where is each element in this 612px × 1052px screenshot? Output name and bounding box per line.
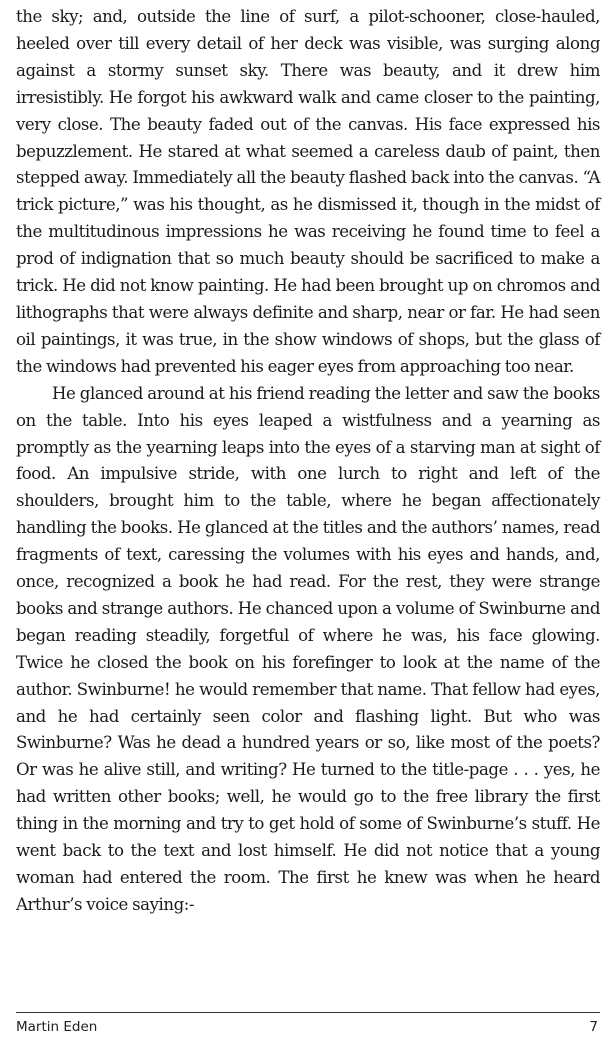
body-text: [16, 4, 600, 919]
footer-divider: [16, 1012, 600, 1013]
running-footer-title: Martin Eden: [16, 1019, 98, 1035]
paragraph-continued: the sky; and, outside the line of surf, a pilot-schooner, close-hauled, heeled over till every detail of her deck was visible, was surging along against a stormy sunset sky. There was beauty, and it drew him irresistibly. He forgot his awkward walk and came closer to the painting, very close. The beauty faded out of the canvas. His face expressed his bepuzzlement. He stared at what seemed a careless daub of paint, then stepped away. Immediately all the beauty flashed back into the canvas. “A trick picture,” was his thought, as he dismissed it, though in the midst of the multitudinous impressions he was receiving he found time to feel a prod of indignation that so much beauty should be sacrificed to make a trick. He did not know painting. He had been brought up on chromos and lithographs that were always definite and sharp, near or far. He had seen oil paintings, it was true, in the show windows of shops, but the glass of the windows had prevented his eager eyes from approaching too near.: [16, 7, 600, 376]
paragraph: He glanced around at his friend reading the letter and saw the books on the table. Into his eyes leaped a wistfulness and a yearning as promptly as the yearning leaps into the eyes of a starving man at sight of food. An impulsive stride, with one lurch to right and left of the shoulders, brought him to the table, where he began affectionately handling the books. He glanced at the titles and the authors’ names, read fragments of text, caressing the volumes with his eyes and hands, and, once, recognized a book he had read. For the rest, they were strange books and strange authors. He chanced upon a volume of Swinburne and began reading steadily, forgetful of where he was, his face glowing. Twice he closed the book on his forefinger to look at the name of the author. Swinburne! he would remember that name. That fellow had eyes, and he had certainly seen color and flashing light. But who was Swinburne? Was he dead a hundred years or so, like most of the poets? Or was he alive still, and writing? He turned to the title-page . . . yes, he had written other books; well, he would go to the free library the first thing in the morning and try to get hold of some of Swinburne’s stuff. He went back to the text and lost himself. He did not notice that a young woman had entered the room. The first he knew was when he heard Arthur’s voice saying:-: [16, 383, 600, 914]
page-number: 7: [589, 1019, 598, 1035]
